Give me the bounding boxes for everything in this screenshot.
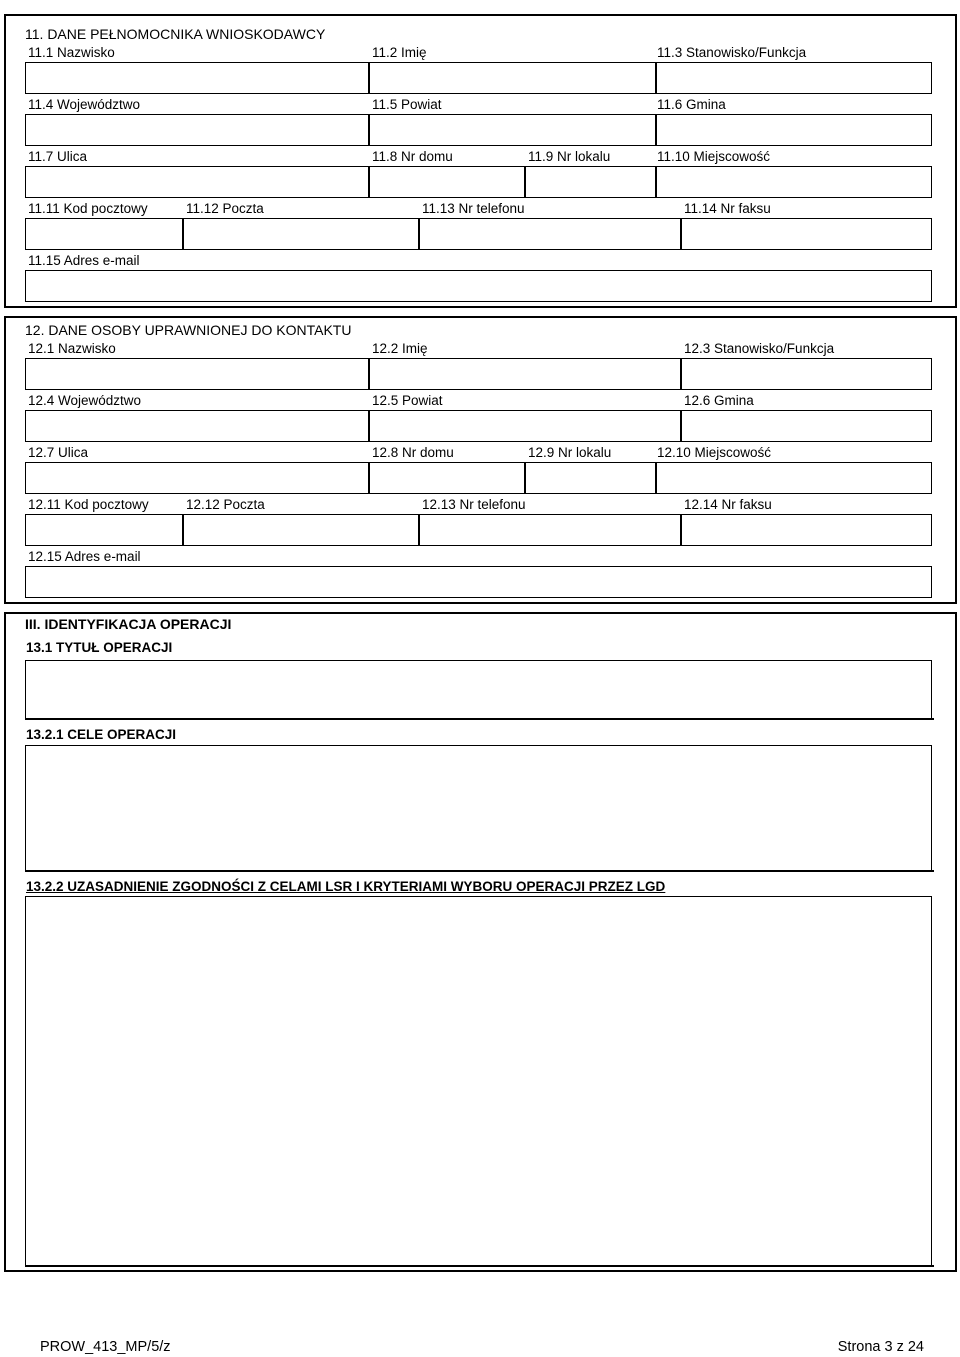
field-11-11-postal-code[interactable]: [25, 218, 183, 250]
label-12-15-email: 12.15 Adres e-mail: [28, 549, 141, 564]
field-11-8-house-number[interactable]: [369, 166, 525, 198]
footer-form-code: PROW_413_MP/5/z: [40, 1339, 171, 1355]
field-12-14-fax[interactable]: [681, 514, 932, 546]
field-12-9-apartment-number[interactable]: [525, 462, 656, 494]
label-11-13-phone: 11.13 Nr telefonu: [422, 201, 525, 216]
field-12-2-first-name[interactable]: [369, 358, 681, 390]
divider: [25, 1265, 934, 1267]
field-11-15-email[interactable]: [25, 270, 932, 302]
label-12-9-apartment-number: 12.9 Nr lokalu: [528, 445, 612, 460]
label-12-6-commune: 12.6 Gmina: [684, 393, 754, 408]
label-11-8-house-number: 11.8 Nr domu: [372, 149, 453, 164]
field-12-8-house-number[interactable]: [369, 462, 525, 494]
section-11-title: 11. DANE PEŁNOMOCNIKA WNIOSKODAWCY: [25, 26, 326, 42]
label-12-3-position: 12.3 Stanowisko/Funkcja: [684, 341, 835, 356]
field-11-12-post-office[interactable]: [183, 218, 419, 250]
field-11-6-commune[interactable]: [656, 114, 932, 146]
field-12-12-post-office[interactable]: [183, 514, 419, 546]
footer-page-number: Strona 3 z 24: [837, 1339, 924, 1355]
label-13-2-2-justification: 13.2.2 UZASADNIENIE ZGODNOŚCI Z CELAMI LSR I KRYTERIAMI WYBORU OPERACJI PRZEZ LGD: [26, 879, 666, 894]
field-12-11-postal-code[interactable]: [25, 514, 183, 546]
field-11-14-fax[interactable]: [681, 218, 932, 250]
label-12-7-street: 12.7 Ulica: [28, 445, 89, 460]
label-12-4-voivodeship: 12.4 Województwo: [28, 393, 142, 408]
field-12-13-phone[interactable]: [419, 514, 681, 546]
section-iii-title: III. IDENTYFIKACJA OPERACJI: [25, 616, 232, 632]
label-11-1-surname: 11.1 Nazwisko: [28, 45, 115, 60]
field-13-2-2-justification[interactable]: [25, 896, 932, 1266]
field-11-10-city[interactable]: [656, 166, 932, 198]
field-12-5-county[interactable]: [369, 410, 681, 442]
field-11-5-county[interactable]: [369, 114, 656, 146]
label-11-5-county: 11.5 Powiat: [372, 97, 442, 112]
label-12-2-first-name: 12.2 Imię: [372, 341, 428, 356]
section-iii-operation-identification: [4, 612, 957, 1272]
label-12-13-phone: 12.13 Nr telefonu: [422, 497, 526, 512]
field-12-1-surname[interactable]: [25, 358, 369, 390]
label-12-12-post-office: 12.12 Poczta: [186, 497, 265, 512]
section-11-proxy-data: [4, 14, 957, 308]
section-12-contact-person: [4, 316, 957, 604]
field-12-7-street[interactable]: [25, 462, 369, 494]
label-13-2-1-operation-goals: 13.2.1 CELE OPERACJI: [26, 727, 177, 742]
label-11-12-post-office: 11.12 Poczta: [186, 201, 264, 216]
field-12-3-position[interactable]: [681, 358, 932, 390]
field-11-13-phone[interactable]: [419, 218, 681, 250]
field-11-9-apartment-number[interactable]: [525, 166, 656, 198]
label-12-14-fax: 12.14 Nr faksu: [684, 497, 772, 512]
label-11-10-city: 11.10 Miejscowość: [657, 149, 771, 164]
divider: [25, 870, 934, 872]
label-11-9-apartment-number: 11.9 Nr lokalu: [528, 149, 611, 164]
field-11-4-voivodeship[interactable]: [25, 114, 369, 146]
field-11-3-position[interactable]: [656, 62, 932, 94]
label-11-6-commune: 11.6 Gmina: [657, 97, 726, 112]
field-11-1-surname[interactable]: [25, 62, 369, 94]
label-12-8-house-number: 12.8 Nr domu: [372, 445, 454, 460]
field-12-10-city[interactable]: [656, 462, 932, 494]
section-12-title: 12. DANE OSOBY UPRAWNIONEJ DO KONTAKTU: [25, 322, 352, 338]
field-11-7-street[interactable]: [25, 166, 369, 198]
label-12-5-county: 12.5 Powiat: [372, 393, 443, 408]
field-11-2-first-name[interactable]: [369, 62, 656, 94]
label-13-1-operation-title: 13.1 TYTUŁ OPERACJI: [26, 640, 173, 655]
field-12-4-voivodeship[interactable]: [25, 410, 369, 442]
label-11-7-street: 11.7 Ulica: [28, 149, 88, 164]
divider: [25, 718, 934, 720]
label-12-10-city: 12.10 Miejscowość: [657, 445, 772, 460]
label-12-1-surname: 12.1 Nazwisko: [28, 341, 116, 356]
label-12-11-postal-code: 12.11 Kod pocztowy: [28, 497, 149, 512]
label-11-14-fax: 11.14 Nr faksu: [684, 201, 771, 216]
field-13-2-1-operation-goals[interactable]: [25, 745, 932, 871]
label-11-11-postal-code: 11.11 Kod pocztowy: [28, 201, 148, 216]
label-11-2-first-name: 11.2 Imię: [372, 45, 427, 60]
field-13-1-operation-title[interactable]: [25, 660, 932, 719]
field-12-6-commune[interactable]: [681, 410, 932, 442]
field-12-15-email[interactable]: [25, 566, 932, 598]
label-11-3-position: 11.3 Stanowisko/Funkcja: [657, 45, 807, 60]
label-11-15-email: 11.15 Adres e-mail: [28, 253, 140, 268]
label-11-4-voivodeship: 11.4 Województwo: [28, 97, 141, 112]
